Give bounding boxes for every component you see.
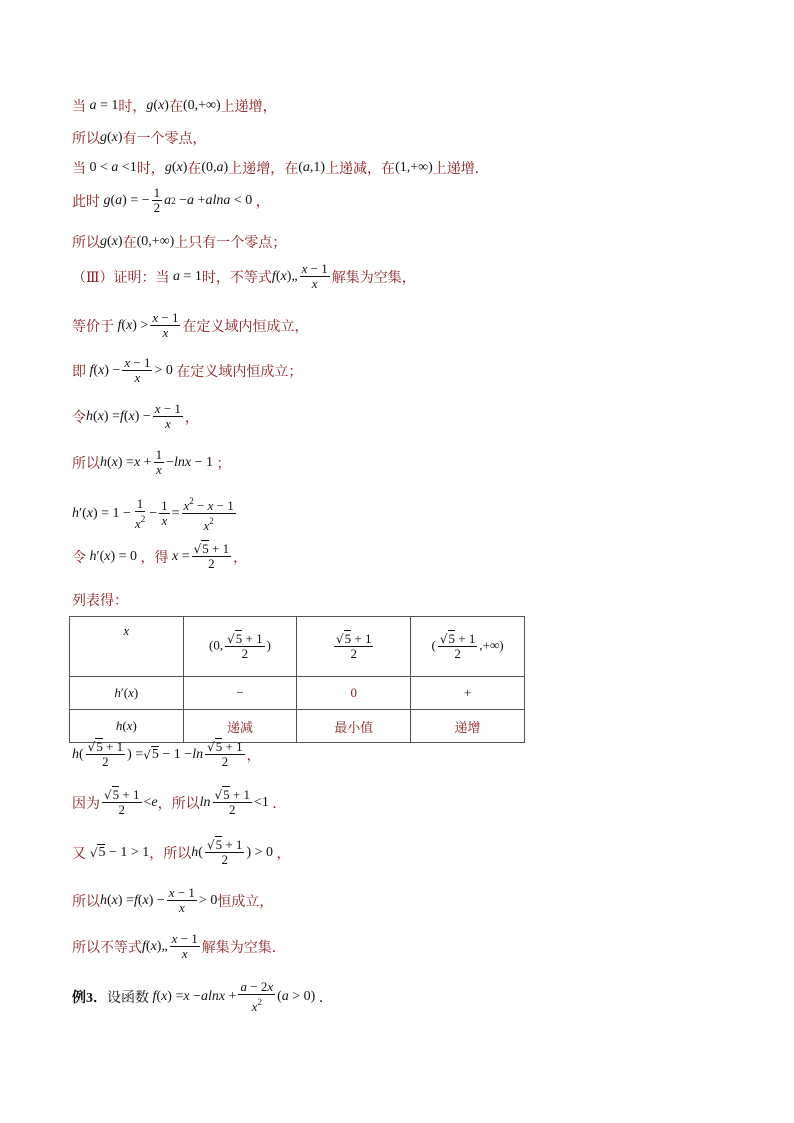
table-cell: h′(x) xyxy=(70,677,184,710)
fraction: $\frac{√5 + 1}{2}$ xyxy=(207,739,243,769)
line-6: （Ⅲ）证明：当 a = 1 时，不等式 f ( x )„ $\frac{x - 1}{x}$ 解集为空集， xyxy=(72,261,416,291)
table-cell: 递减 xyxy=(183,710,297,743)
fraction: $\frac{1}{2}$ xyxy=(153,185,161,215)
fraction: $\frac{1}{x}$ xyxy=(155,447,163,477)
line-13: 列表得： xyxy=(72,594,128,609)
fraction: $\frac{√5 + 1}{2}$ xyxy=(104,787,140,817)
table-cell: (0, $\frac{√5 + 1}{2}$ ) xyxy=(183,617,297,677)
fraction: $\frac{x - 1}{x}$ xyxy=(124,355,151,385)
table-cell: 递增 xyxy=(411,710,525,743)
line-18: 所以不等式 f ( x )„ $\frac{x - 1}{x}$ 解集为空集． xyxy=(72,931,286,961)
line-15: 因为 $\frac{√5 + 1}{2}$ < e ，所以 ln $\frac{√5 + 1}{2}$ <1 ． xyxy=(72,787,287,817)
table-cell: ( $\frac{√5 + 1}{2}$ ,+∞) xyxy=(411,617,525,677)
line-5: 所以 g ( x ) 在 (0,+∞) 上只有一个零点； xyxy=(72,234,287,251)
table-cell: − xyxy=(183,677,297,710)
table-cell: 0 xyxy=(297,677,411,710)
line-1: 当 a = 1 时， g ( x ) 在 (0,+∞) 上递增， xyxy=(72,98,277,115)
line-10: 所以 h ( x ) = x + $\frac{1}{x}$ − lnx − 1 ； xyxy=(72,447,231,477)
fraction: $\frac{x - 1}{x}$ xyxy=(152,310,179,340)
line-3: 当 0 < a <1 时， g ( x ) 在 (0, a ) 上递增，在 ( a ,1) 上递减，在 (1,+∞) 上递增． xyxy=(72,160,489,177)
fraction: $\frac{x - 1}{x}$ xyxy=(168,885,195,915)
fraction: $\frac{x - 1}{x}$ xyxy=(171,931,198,961)
line-9: 令 h ( x ) = f ( x ) − $\frac{x - 1}{x}$ ， xyxy=(72,401,199,431)
line-8: 即 f ( x ) − $\frac{x - 1}{x}$ > 0 在定义域内恒成立； xyxy=(72,355,303,385)
table-cell: + xyxy=(411,677,525,710)
line-4: 此时 g ( a ) = − $\frac{1}{2}$ a 2 − a + alna < 0 ， xyxy=(72,185,270,215)
sign-table xyxy=(69,616,525,743)
fraction: $\frac{x - 1}{x}$ xyxy=(154,401,181,431)
table-cell: x xyxy=(70,617,184,677)
line-17: 所以 h ( x ) = f ( x ) − $\frac{x - 1}{x}$ > 0 恒成立， xyxy=(72,885,274,915)
line-12: 令 h ′( x ) = 0 ，得 x = $\frac{√5 + 1}{2}$ ， xyxy=(72,541,248,571)
line-11: h ′( x ) = 1 − $\frac{1}{x^2}$ − $\frac{1}{x}$ = $\frac{x^2 - x - 1}{x^2}$ xyxy=(72,495,234,533)
fraction: $\frac{√5 + 1}{2}$ xyxy=(193,541,230,571)
line-7: 等价于 f ( x ) > $\frac{x - 1}{x}$ 在定义域内恒成立， xyxy=(72,310,309,340)
line-2: 所以 g ( x ) 有一个零点， xyxy=(72,130,207,147)
fraction: $\frac{√5 + 1}{2}$ xyxy=(214,787,251,817)
math: a xyxy=(86,98,97,113)
fraction: $\frac{1}{x^2}$ xyxy=(134,495,146,531)
fraction: $\frac{√5 + 1}{2}$ xyxy=(206,837,243,867)
fraction: $\frac{a - 2x}{x^2}$ xyxy=(240,979,274,1014)
line-16: 又 √ 5 − 1 > 1 ，所以 h ( $\frac{√5 + 1}{2}$ ) > 0 ， xyxy=(72,837,291,867)
example-label: 例3． xyxy=(72,991,107,1006)
fraction: $\frac{x - 1}{x}$ xyxy=(301,261,328,291)
fraction: $\frac{x^2 - x - 1}{x^2}$ xyxy=(183,496,234,533)
table-cell: $\frac{√5 + 1}{2}$ xyxy=(297,617,411,677)
table-cell: 最小值 xyxy=(297,710,411,743)
line-19: 例3． 设函数 f ( x ) = x − alnx + $\frac{a - 2x}{x^2}$ ( a > 0) ． xyxy=(72,979,333,1014)
table-cell: h(x) xyxy=(70,710,184,743)
line-14: h ( $\frac{√5 + 1}{2}$ ) = √ 5 − 1 − ln $\frac{√5 + 1}{2}$ ， xyxy=(72,739,261,769)
fraction: $\frac{√5 + 1}{2}$ xyxy=(87,739,124,769)
fraction: $\frac{1}{x}$ xyxy=(161,498,168,528)
